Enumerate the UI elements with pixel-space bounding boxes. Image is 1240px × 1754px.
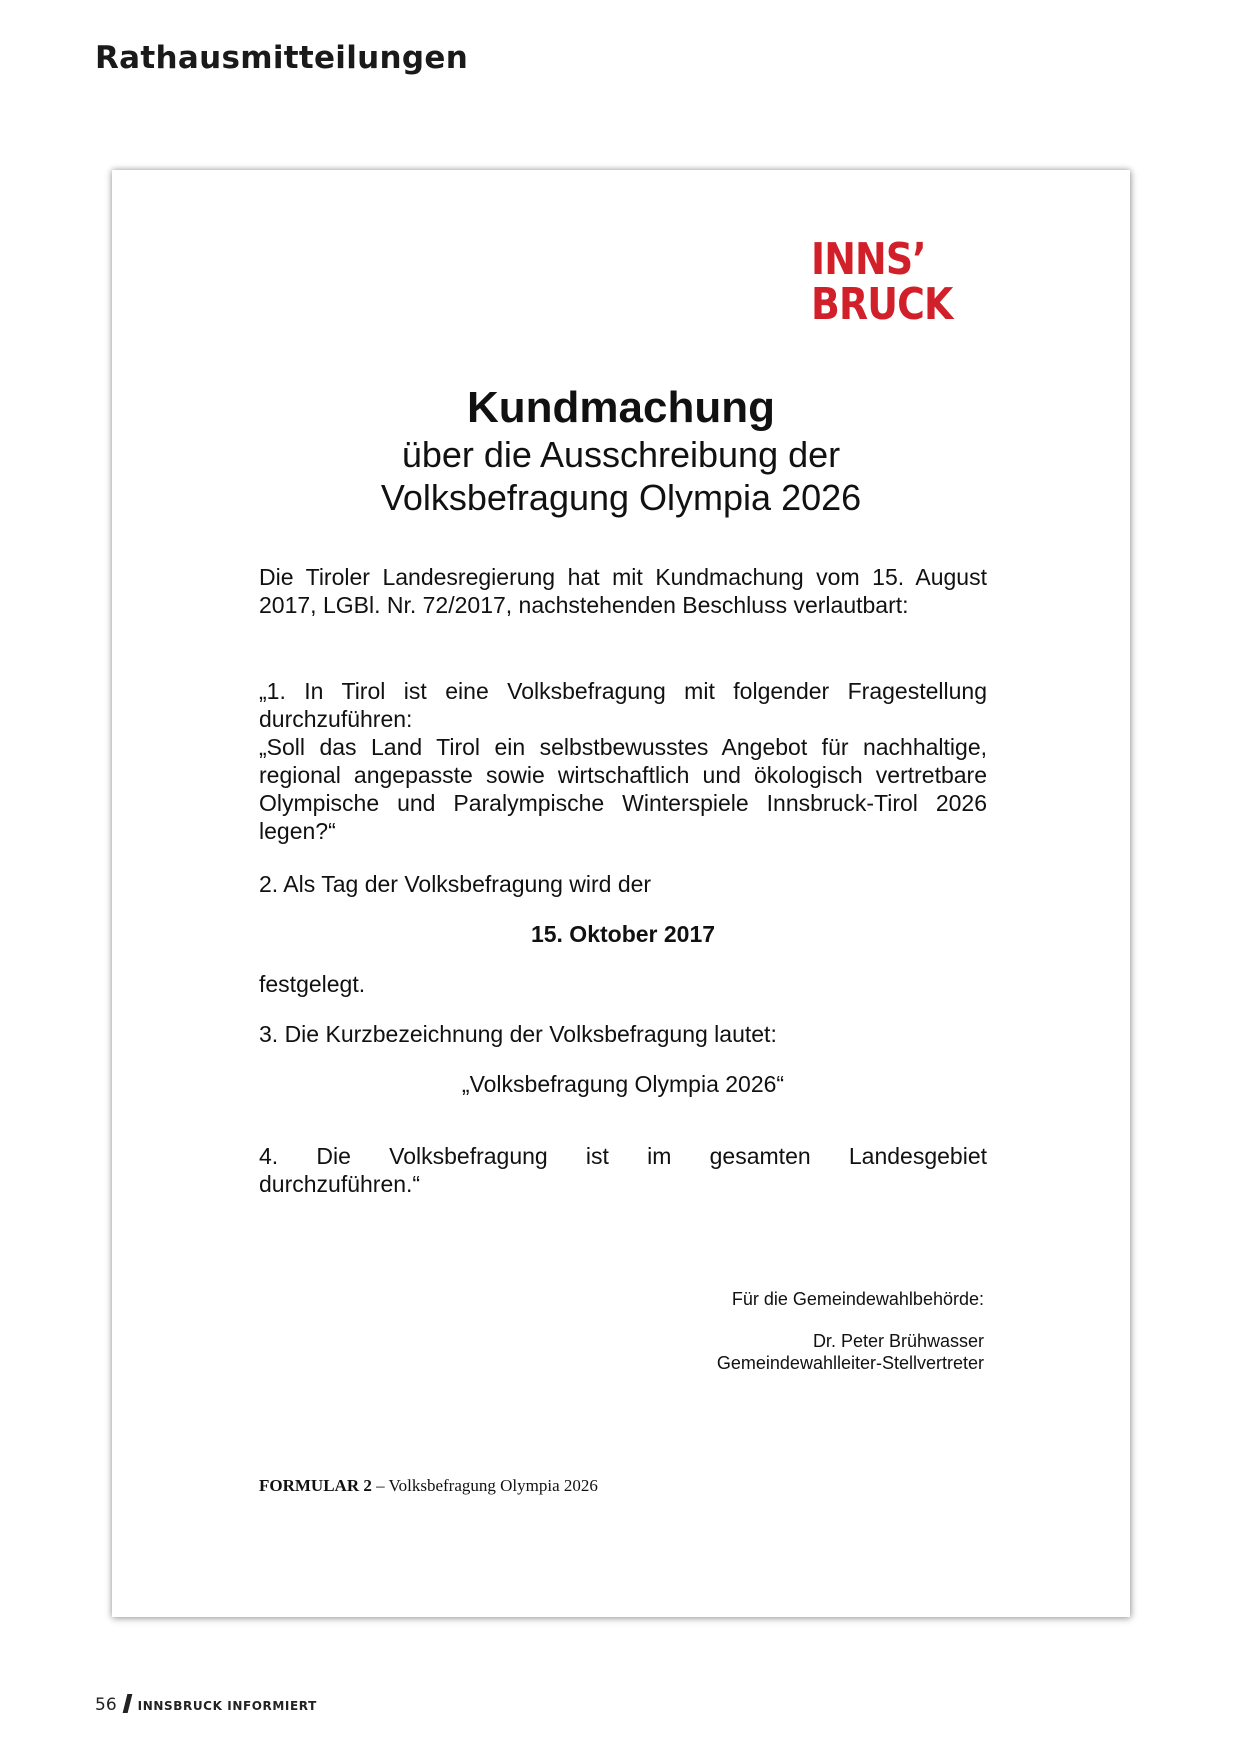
logo-line-2: BRUCK <box>811 279 953 330</box>
form-label <box>259 1476 598 1496</box>
item-2-date: 15. Oktober 2017 <box>530 921 716 947</box>
publication-name: INNSBRUCK INFORMIERT <box>137 1699 317 1713</box>
notice-sheet <box>112 170 1130 1617</box>
section-title: Rathausmitteilungen <box>95 40 469 76</box>
item-1-first-line: „1. In Tirol ist eine Volksbefragung mit folgender Fragestellung <box>259 678 987 704</box>
item-3-name: „Volksbefragung Olympia 2026“ <box>461 1071 785 1097</box>
item-3-intro: 3. Die Kurzbezeichnung der Volksbefragung lautet: <box>259 1021 777 1047</box>
notice-body <box>259 563 987 1198</box>
item-2-intro: 2. Als Tag der Volksbefragung wird der <box>259 871 652 897</box>
page-footer <box>95 1694 317 1715</box>
logo-line-1: INNS’ <box>811 234 926 285</box>
item-4-rest: durchzuführen.“ <box>259 1171 421 1197</box>
slash-divider <box>122 1694 132 1713</box>
form-title: – Volksbefragung Olympia 2026 <box>371 1476 598 1495</box>
innsbruck-logo <box>811 234 953 330</box>
title-block <box>112 383 1130 519</box>
notice-subtitle-line-1: über die Ausschreibung der <box>401 434 841 475</box>
notice-title: Kundmachung <box>467 383 775 432</box>
signature-authority: Für die Gemeindewahlbehörde: <box>731 1289 984 1309</box>
intro-paragraph: Die Tiroler Landesregierung hat mit Kundmachung vom 15. August 2017, LGBl. Nr. 72/2017, nachstehenden Beschluss verlautbart: <box>259 564 987 618</box>
item-1-rest: durchzuführen: <box>259 706 413 732</box>
item-2-end: festgelegt. <box>259 971 366 997</box>
signature-block <box>717 1288 984 1374</box>
form-number: FORMULAR 2 <box>259 1476 372 1495</box>
page-number: 56 <box>95 1695 117 1715</box>
item-1-question: „Soll das Land Tirol ein selbstbewusstes Angebot für nachhaltige, regional angepasste sowie wirtschaftlich und ökologisch vertretbare Olympische und Paralympische Winterspiele Innsbruck-Tirol 2026 legen?“ <box>259 734 987 844</box>
signature-role: Gemeindewahlleiter-Stellvertreter <box>716 1353 984 1373</box>
signature-name: Dr. Peter Brühwasser <box>812 1331 984 1351</box>
item-4-first-line: 4. Die Volksbefragung ist im gesamten Landesgebiet <box>259 1143 987 1169</box>
notice-subtitle-line-2: Volksbefragung Olympia 2026 <box>380 477 862 518</box>
